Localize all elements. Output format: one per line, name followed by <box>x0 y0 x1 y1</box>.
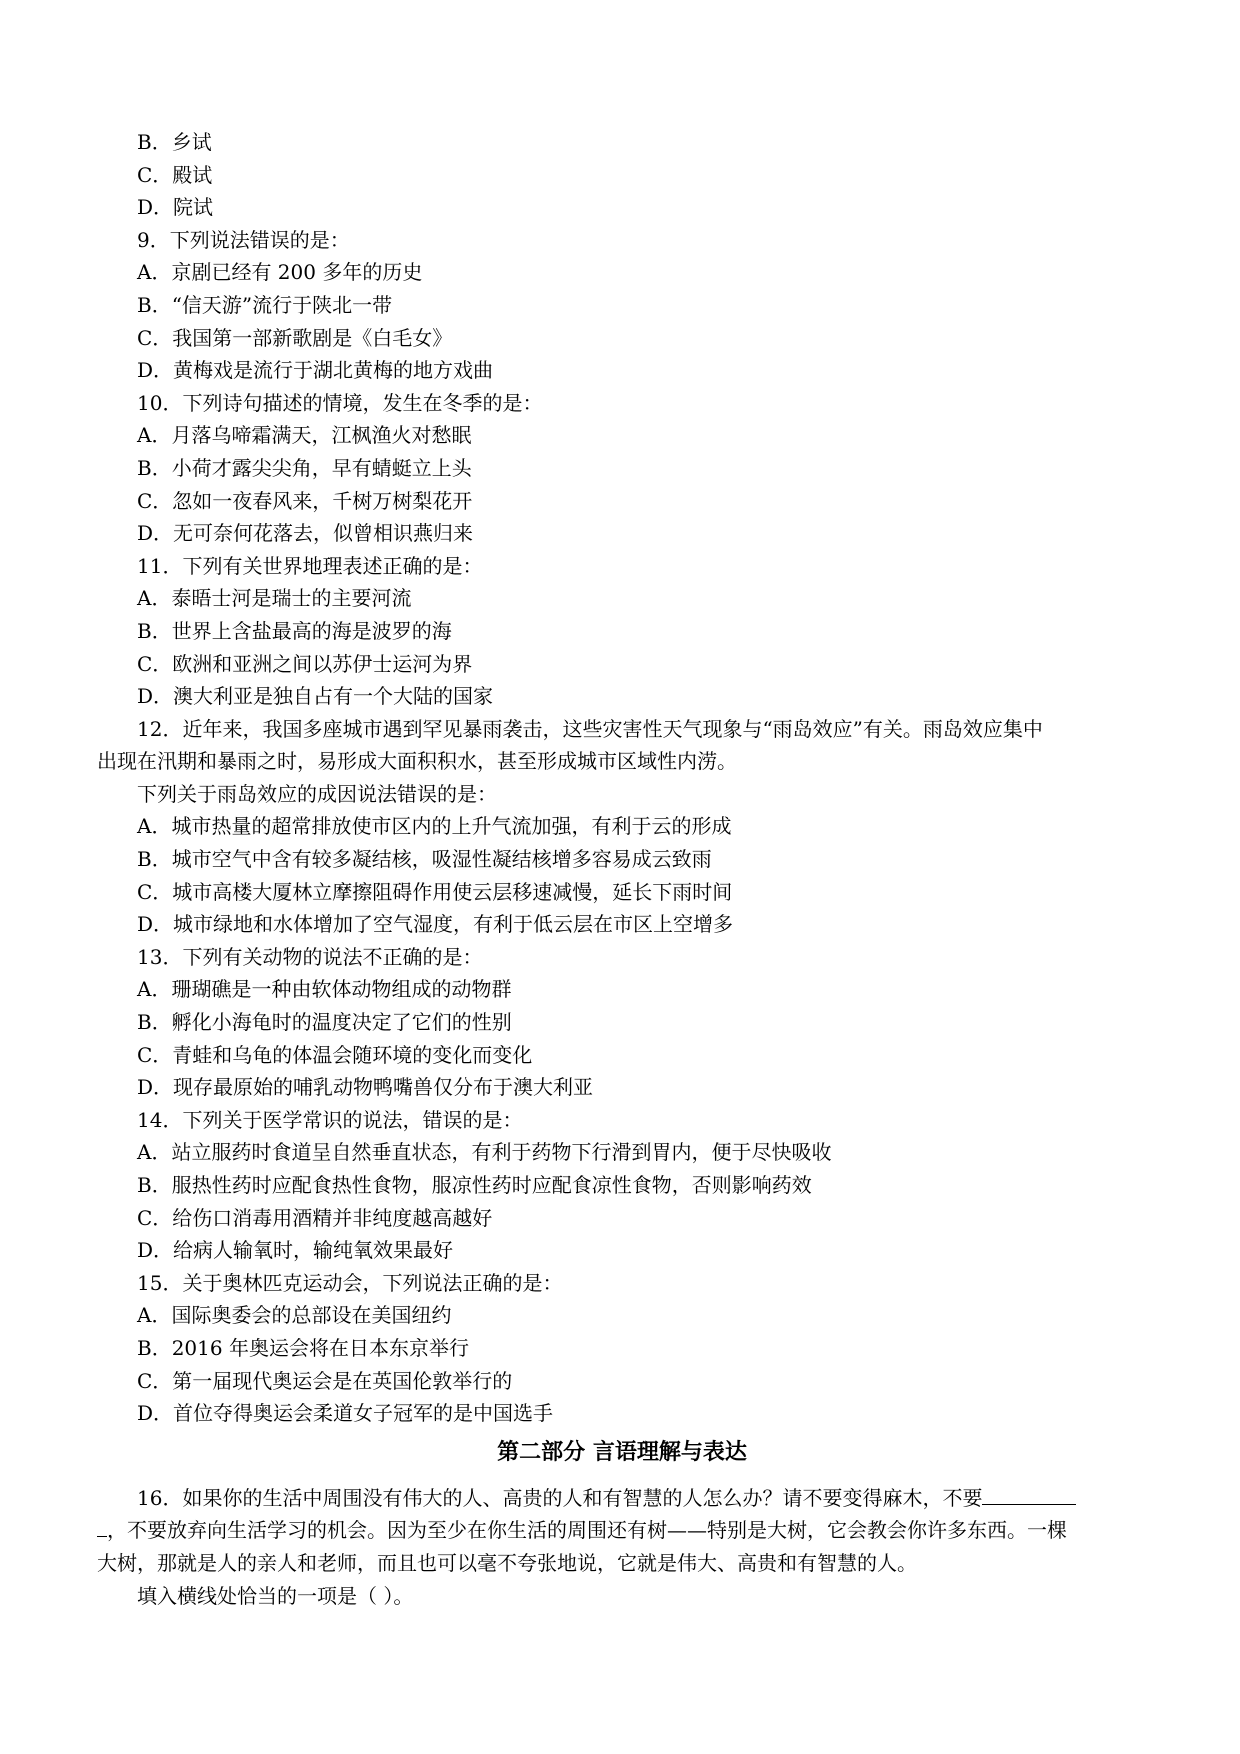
q16-line-1-text: 16．如果你的生活中周围没有伟大的人、高贵的人和有智慧的人怎么办？请不要变得麻木，不要 <box>137 1485 983 1510</box>
question-16 <box>97 1482 1147 1612</box>
q16-line-1 <box>97 1482 1147 1515</box>
q16-line-3: 大树，那就是人的亲人和老师，而且也可以毫不夸张地说，它就是伟大、高贵和有智慧的人。 <box>97 1550 917 1575</box>
text-line: D．现存最原始的哺乳动物鸭嘴兽仅分布于澳大利亚 <box>137 1075 594 1100</box>
text-line: 13．下列有关动物的说法不正确的是： <box>137 944 483 969</box>
text-line: A．月落乌啼霜满天，江枫渔火对愁眠 <box>137 423 472 448</box>
fill-blank-continued <box>97 1516 107 1537</box>
text-line: A．国际奥委会的总部设在美国纽约 <box>137 1303 452 1328</box>
text-line: 出现在汛期和暴雨之时，易形成大面积积水，甚至形成城市区域性内涝。 <box>97 749 737 774</box>
text-line: C．欧洲和亚洲之间以苏伊士运河为界 <box>137 651 473 676</box>
text-line: C．城市高楼大厦林立摩擦阻碍作用使云层移速减慢，延长下雨时间 <box>137 879 733 904</box>
text-line: D．院试 <box>137 195 214 220</box>
text-line: D．无可奈何花落去，似曾相识燕归来 <box>137 521 474 546</box>
text-line: A．站立服药时食道呈自然垂直状态，有利于药物下行滑到胃内，便于尽快吸收 <box>137 1140 832 1165</box>
text-line: D．城市绿地和水体增加了空气湿度，有利于低云层在市区上空增多 <box>137 912 734 937</box>
text-line: B．城市空气中含有较多凝结核，吸湿性凝结核增多容易成云致雨 <box>137 847 712 872</box>
q16-line-2-text: ，不要放弃向生活学习的机会。因为至少在你生活的周围还有树——特别是大树，它会教会你许多东西。一棵 <box>107 1518 1067 1543</box>
text-line: A．珊瑚礁是一种由软体动物组成的动物群 <box>137 977 512 1002</box>
text-line: B．乡试 <box>137 130 212 154</box>
q16-instruction: 填入横线处恰当的一项是（ ）。 <box>137 1583 414 1608</box>
text-line: B．“信天游”流行于陕北一带 <box>137 292 393 317</box>
text-line: 10．下列诗句描述的情境，发生在冬季的是： <box>137 390 543 415</box>
text-line: B．2016 年奥运会将在日本东京举行 <box>137 1335 469 1360</box>
fill-blank <box>982 1484 1076 1505</box>
text-line: A．城市热量的超常排放使市区内的上升气流加强，有利于云的形成 <box>137 814 732 839</box>
text-line: B．世界上含盐最高的海是波罗的海 <box>137 618 452 643</box>
text-line: 15．关于奥林匹克运动会，下列说法正确的是： <box>137 1270 563 1295</box>
text-line: A．京剧已经有 200 多年的历史 <box>137 260 423 285</box>
text-line: D．给病人输氧时，输纯氧效果最好 <box>137 1238 454 1263</box>
text-line: 12．近年来，我国多座城市遇到罕见暴雨袭击，这些灾害性天气现象与“雨岛效应”有关。雨岛效应集中 <box>137 716 1043 741</box>
text-line: 11．下列有关世界地理表述正确的是： <box>137 553 483 578</box>
text-line: 9．下列说法错误的是： <box>137 227 350 252</box>
q16-line-2 <box>97 1514 1147 1547</box>
text-line: C．忽如一夜春风来，千树万树梨花开 <box>137 488 473 513</box>
text-line: B．服热性药时应配食热性食物，服凉性药时应配食凉性食物，否则影响药效 <box>137 1173 812 1197</box>
page-content <box>97 126 1147 1612</box>
text-line: D．首位夺得奥运会柔道女子冠军的是中国选手 <box>137 1401 554 1426</box>
text-line: 下列关于雨岛效应的成因说法错误的是： <box>137 781 497 806</box>
text-line: C．青蛙和乌龟的体温会随环境的变化而变化 <box>137 1042 533 1067</box>
question-lines <box>97 126 1147 1430</box>
text-line: C．殿试 <box>137 162 213 187</box>
text-line: A．泰晤士河是瑞士的主要河流 <box>137 586 412 611</box>
text-line: D．黄梅戏是流行于湖北黄梅的地方戏曲 <box>137 358 494 383</box>
text-line: C．给伤口消毒用酒精并非纯度越高越好 <box>137 1205 493 1230</box>
text-line: 14．下列关于医学常识的说法，错误的是： <box>137 1107 523 1132</box>
text-line: C．我国第一部新歌剧是《白毛女》 <box>137 325 453 350</box>
text-line: B．小荷才露尖尖角，早有蜻蜓立上头 <box>137 455 472 480</box>
section-title: 第二部分 言语理解与表达 <box>497 1438 747 1465</box>
text-line: B．孵化小海龟时的温度决定了它们的性别 <box>137 1010 512 1035</box>
text-line: C．第一届现代奥运会是在英国伦敦举行的 <box>137 1368 513 1393</box>
text-line: D．澳大利亚是独自占有一个大陆的国家 <box>137 684 494 709</box>
